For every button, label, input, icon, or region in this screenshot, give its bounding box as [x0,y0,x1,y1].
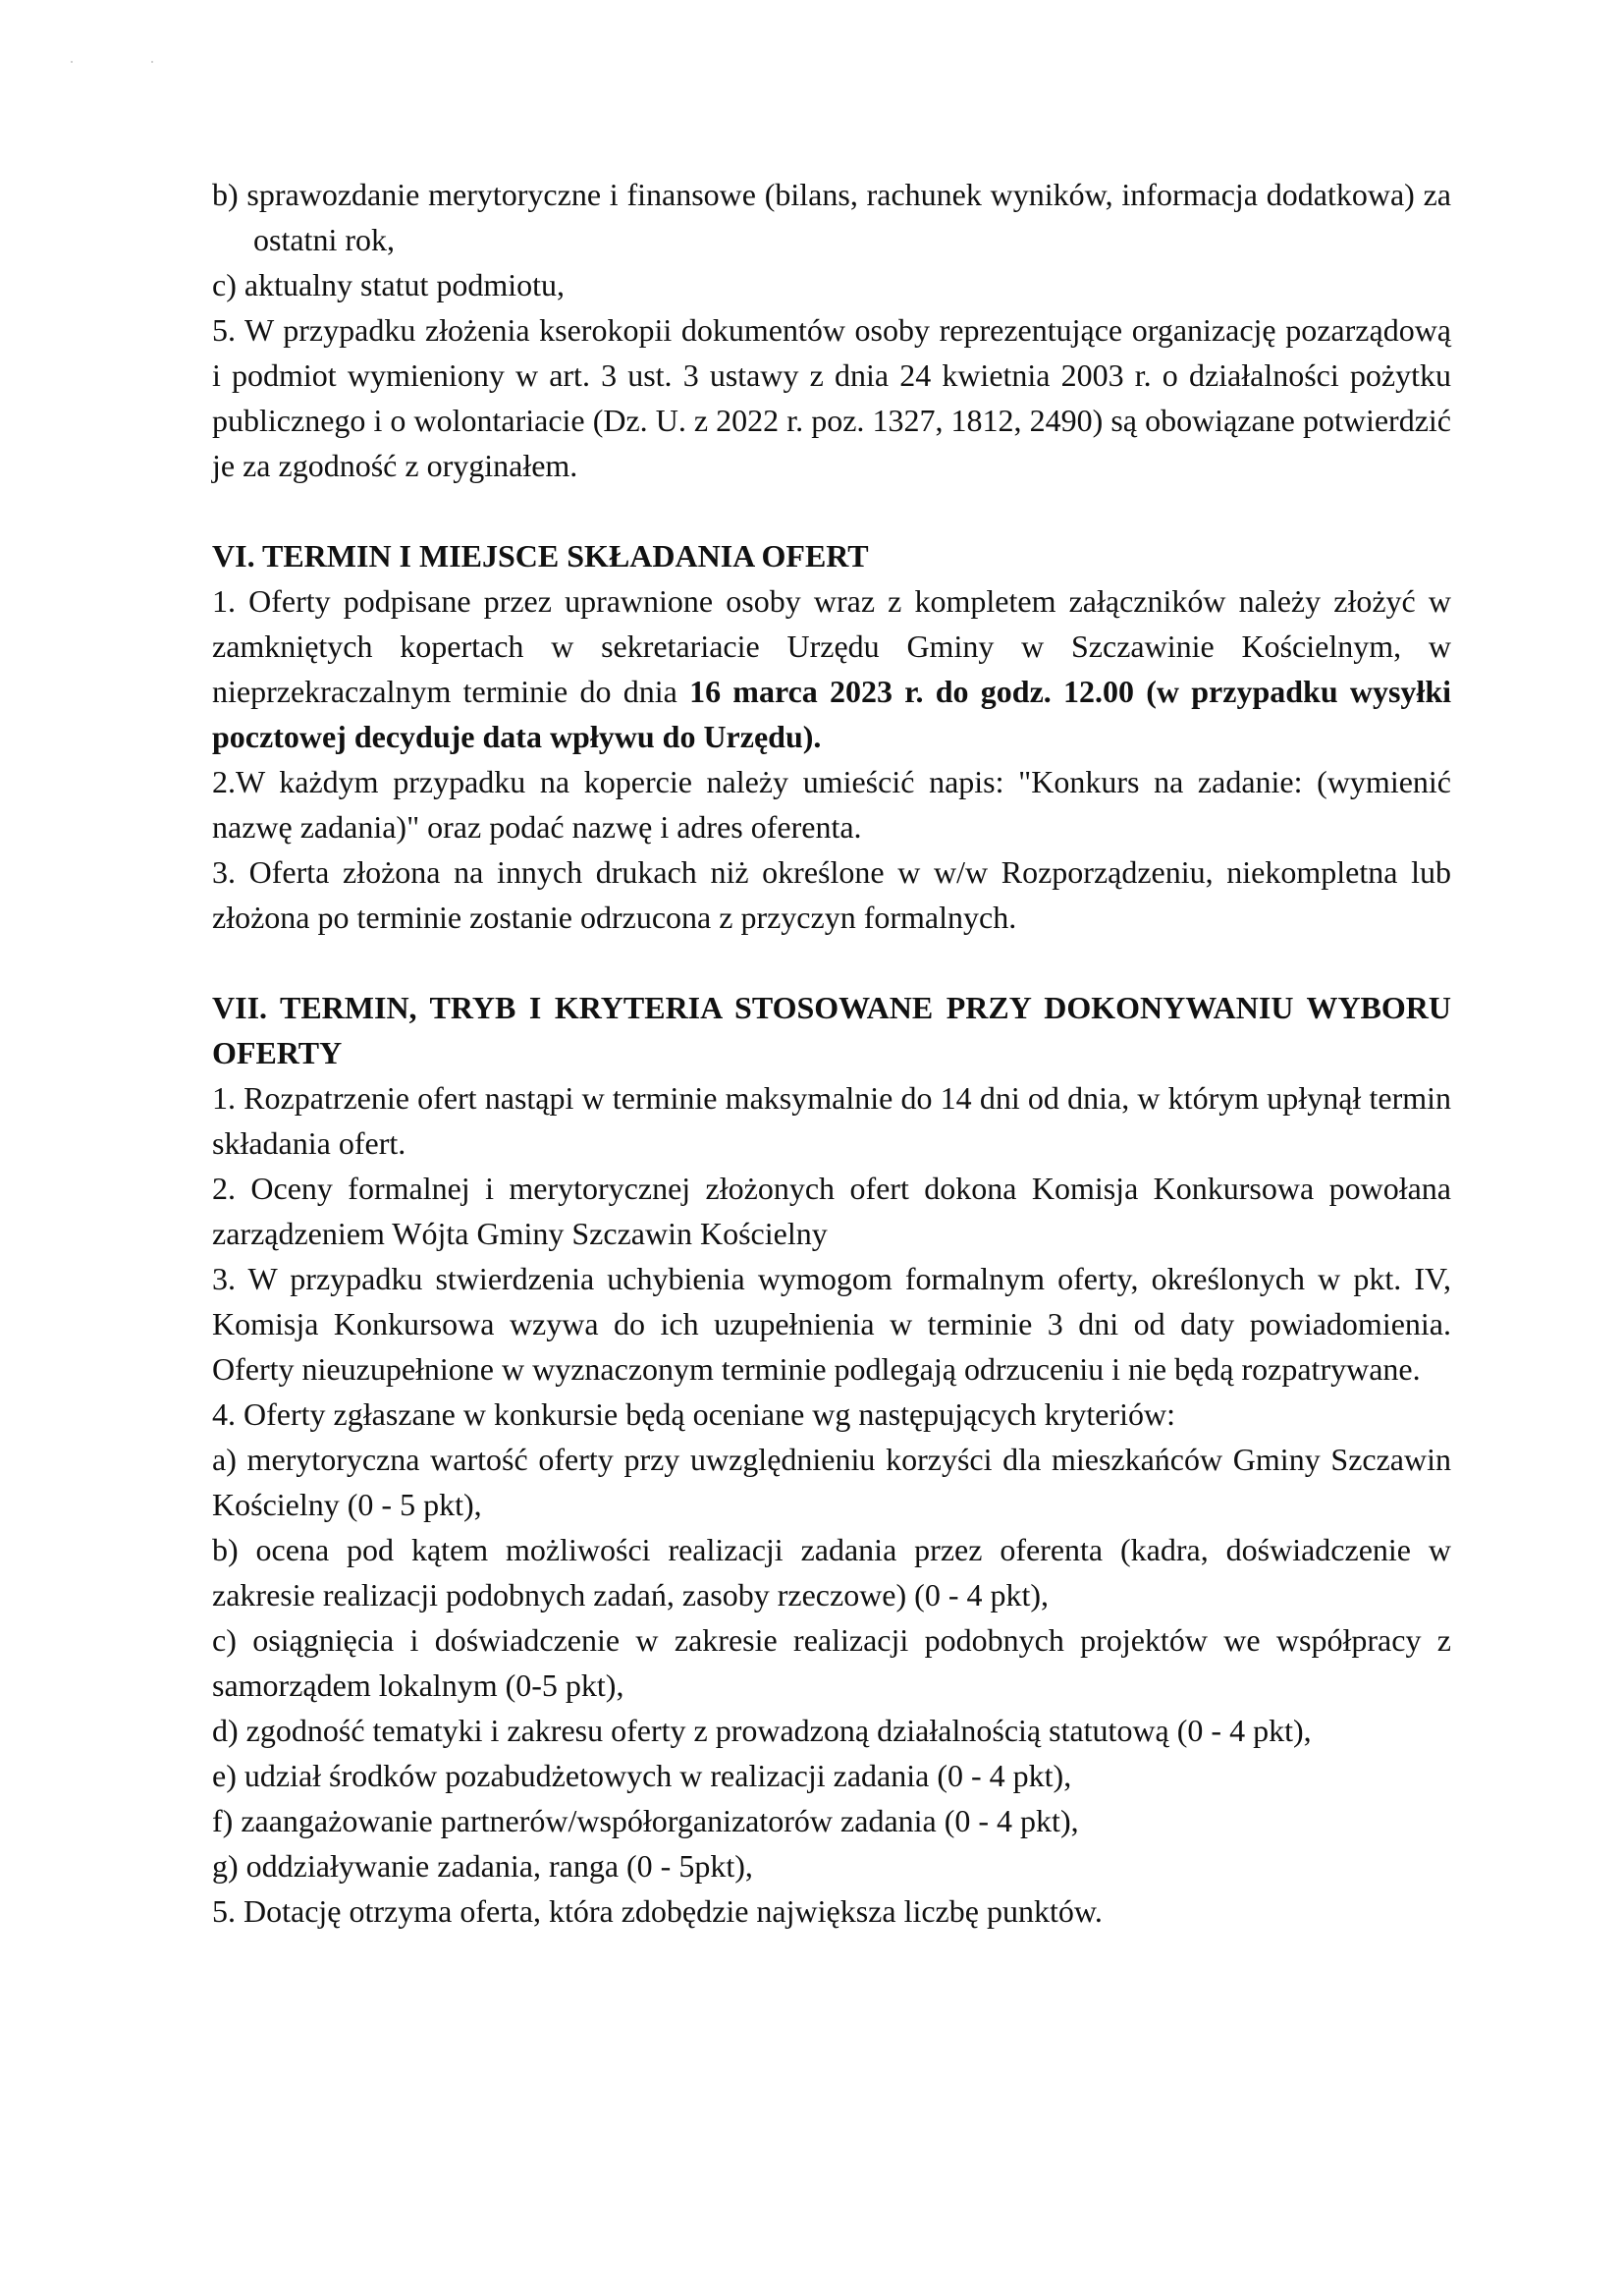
criterion-d: d) zgodność tematyki i zakresu oferty z prowadzoną działalnością statutową (0 - 4 pkt), [212,1713,1312,1748]
paragraph-vii-2: 2. Oceny formalnej i merytorycznej złożonych ofert dokona Komisja Konkursowa powołana zarządzeniem Wójta Gminy Szczawin Kościelny [212,1171,1451,1251]
list-item-b: b) sprawozdanie merytoryczne i finansowe (bilans, rachunek wyników, informacja dodatkowa) za ostatni rok, [212,177,1451,257]
criterion-g: g) oddziaływanie zadania, ranga (0 - 5pkt), [212,1848,753,1884]
spacer [212,488,1451,533]
paragraph-vii-3: 3. W przypadku stwierdzenia uchybienia wymogom formalnym oferty, określonych w pkt. IV, Komisja Konkursowa wzywa do ich uzupełnienia w terminie 3 dni od daty powiadomienia. Oferty nieuzupełnione w wyznaczonym terminie podlegają odrzuceniu i nie będą rozpatrywane. [212,1261,1451,1387]
criterion-f: f) zaangażowanie partnerów/współorganizatorów zadania (0 - 4 pkt), [212,1803,1079,1838]
criterion-e: e) udział środków pozabudżetowych w realizacji zadania (0 - 4 pkt), [212,1758,1072,1793]
criterion-a: a) merytoryczna wartość oferty przy uwzględnieniu korzyści dla mieszkańców Gminy Szczawin Kościelny (0 - 5 pkt), [212,1442,1451,1522]
paragraph-vi-3: 3. Oferta złożona na innych drukach niż określone w w/w Rozporządzeniu, niekompletna lub złożona po terminie zostanie odrzucona z przyczyn formalnych. [212,854,1451,935]
paragraph-vii-1: 1. Rozpatrzenie ofert nastąpi w terminie maksymalnie do 14 dni od dnia, w którym upłynął termin składania ofert. [212,1080,1451,1161]
paragraph-vii-5: 5. Dotację otrzyma oferta, która zdobędzie największa liczbę punktów. [212,1893,1103,1929]
paragraph-vi-2: 2.W każdym przypadku na kopercie należy umieścić napis: "Konkurs na zadanie: (wymienić nazwę zadania)" oraz podać nazwę i adres oferenta. [212,764,1451,845]
document-page [212,172,1451,1934]
criterion-b: b) ocena pod kątem możliwości realizacji zadania przez oferenta (kadra, doświadczenie w zakresie realizacji podobnych zadań, zasoby rzeczowe) (0 - 4 pkt), [212,1532,1451,1613]
deadline-note: (w przypadku wysyłki pocztowej decyduje data wpływu do Urzędu). [212,674,1452,754]
paragraph-5: 5. W przypadku złożenia kserokopii dokumentów osoby reprezentujące organizację pozarządową i podmiot wymieniony w art. 3 ust. 3 ustawy z dnia 24 kwietnia 2003 r. o działalności pożytku publicznego i o wolontariacie (Dz. U. z 2022 r. poz. 1327, 1812, 2490) są obowiązane potwierdzić je za zgodność z oryginałem. [212,312,1451,483]
paragraph-text: 1. Oferty podpisane przez uprawnione osoby wraz z kompletem załączników należy złożyć w zamkniętych kopertach w sekretariacie Urzędu Gminy w Szczawinie Kościelnym, w nieprzekraczalnym terminie do dnia [212,583,1451,709]
scan-speck [71,61,73,63]
paragraph-vii-4: 4. Oferty zgłaszane w konkursie będą oceniane wg następujących kryteriów: [212,1396,1175,1432]
paragraph-vi-1 [212,578,1451,759]
list-item-c: c) aktualny statut podmiotu, [212,267,566,302]
section-heading-vi: VI. TERMIN I MIEJSCE SKŁADANIA OFERT [212,538,869,574]
scan-speck [151,61,153,63]
section-heading-vii: VII. TERMIN, TRYB I KRYTERIA STOSOWANE PRZY DOKONYWANIU WYBORU OFERTY [212,990,1451,1070]
spacer [212,940,1451,985]
criterion-c: c) osiągnięcia i doświadczenie w zakresie realizacji podobnych projektów we współpracy z samorządem lokalnym (0-5 pkt), [212,1622,1451,1703]
deadline-date: 16 marca 2023 r. do godz. 12.00 [689,674,1135,709]
